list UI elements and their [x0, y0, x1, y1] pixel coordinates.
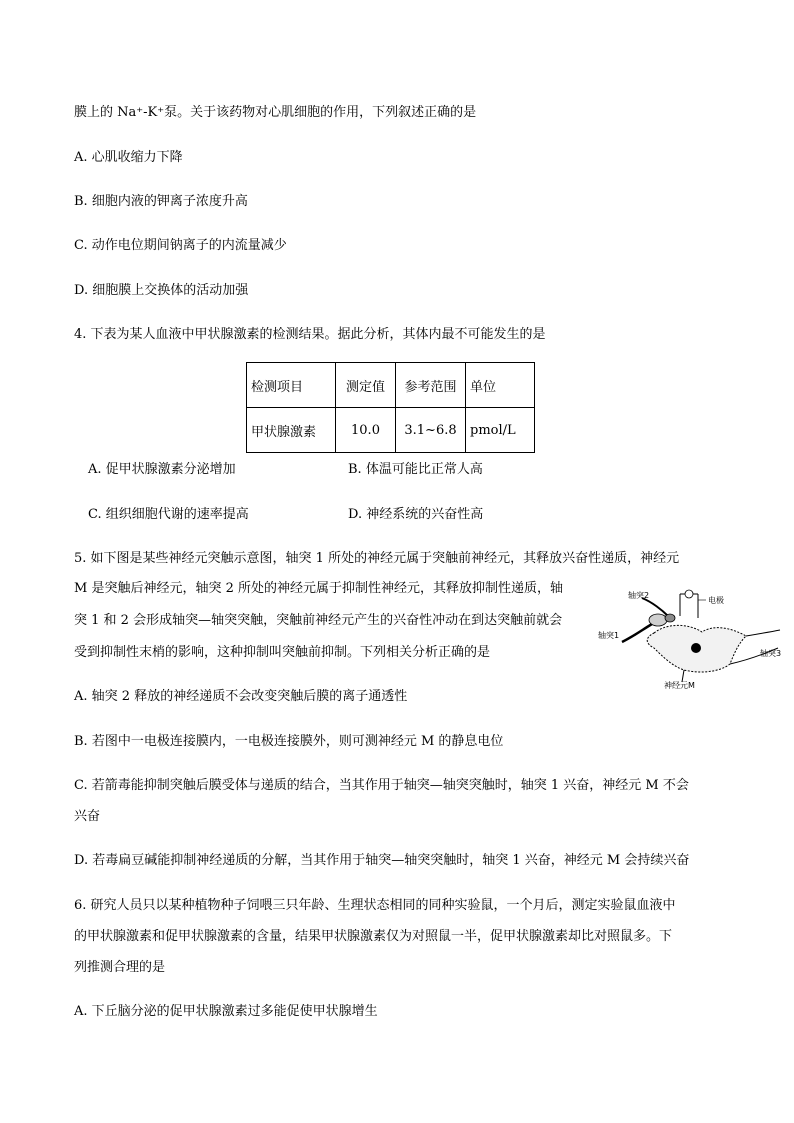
q4-option-d: D. 神经系统的兴奋性高 — [348, 507, 484, 522]
label-axon-3: 轴突3 — [760, 649, 782, 658]
table-cell: pmol/L — [466, 408, 535, 453]
question-6-stem-line: 列推测合理的是 — [74, 960, 166, 975]
dendrite-right-up — [746, 630, 780, 636]
q4-option-c: C. 组织细胞代谢的速率提高 — [88, 507, 249, 522]
nucleus-shape — [691, 643, 701, 653]
question-5-stem-line: 突 1 和 2 会形成轴突—轴突突触，突触前神经元产生的兴奋性冲动在到达突触前就会 — [74, 613, 563, 628]
q5-option-b: B. 若图中一电极连接膜内，一电极连接膜外，则可测神经元 M 的静息电位 — [74, 734, 504, 749]
axon-1-terminal — [649, 614, 667, 626]
label-neuron-m: 神经元M — [664, 681, 695, 690]
question-6-stem-line: 6. 研究人员只以某种植物种子饲喂三只年龄、生理状态相同的同种实验鼠，一个月后，测定实验鼠血液中 — [74, 898, 676, 913]
label-axon-2: 轴突2 — [628, 591, 650, 600]
label-axon-1: 轴突1 — [598, 631, 620, 640]
q3-option-a: A. 心肌收缩力下降 — [74, 150, 183, 165]
table-row — [247, 408, 535, 453]
table-header-cell: 参考范围 — [396, 363, 466, 408]
table-header-cell: 测定值 — [336, 363, 396, 408]
q5-option-a: A. 轴突 2 释放的神经递质不会改变突触后膜的离子通透性 — [74, 689, 408, 704]
q6-option-a: A. 下丘脑分泌的促甲状腺激素过多能促使甲状腺增生 — [74, 1004, 378, 1019]
q4-option-a: A. 促甲状腺激素分泌增加 — [88, 462, 236, 477]
q3-option-d: D. 细胞膜上交换体的活动加强 — [74, 283, 249, 298]
q5-option-d: D. 若毒扁豆碱能抑制神经递质的分解，当其作用于轴突—轴突突触时，轴突 1 兴奋，神经元 M 会持续兴奋 — [74, 853, 690, 868]
label-electrode: 电极 — [708, 596, 724, 605]
question-3-stem-tail: 膜上的 Na⁺-K⁺泵。关于该药物对心肌细胞的作用，下列叙述正确的是 — [74, 105, 477, 120]
q3-option-b: B. 细胞内液的钾离子浓度升高 — [74, 194, 248, 209]
neuron-synapse-figure — [598, 588, 788, 690]
q5-option-c: C. 若箭毒能抑制突触后膜受体与递质的结合，当其作用于轴突—轴突突触时，轴突 1 兴奋，神经元 M 不会 — [74, 778, 689, 793]
table-cell: 10.0 — [336, 408, 396, 453]
table-header-cell: 检测项目 — [247, 363, 336, 408]
axon-2-shape — [642, 598, 668, 616]
question-5-stem-line: 受到抑制性末梢的影响，这种抑制叫突触前抑制。下列相关分析正确的是 — [74, 645, 491, 660]
table-header-cell: 单位 — [466, 363, 535, 408]
question-5-stem-line: 5. 如下图是某些神经元突触示意图，轴突 1 所处的神经元属于突触前神经元，其释放兴奋性递质，神经元 — [74, 551, 680, 566]
question-6-stem-line: 的甲状腺激素和促甲状腺激素的含量，结果甲状腺激素仅为对照鼠一半，促甲状腺激素却比对照鼠多。下 — [74, 929, 673, 944]
table-header-row — [247, 363, 535, 408]
question-4-stem: 4. 下表为某人血液中甲状腺激素的检测结果。据此分析，其体内最不可能发生的是 — [74, 327, 546, 342]
electrode-meter — [685, 590, 693, 598]
table-cell: 甲状腺激素 — [247, 408, 336, 453]
thyroid-result-table — [246, 362, 535, 453]
q5-option-c-continued: 兴奋 — [74, 809, 101, 824]
question-5-stem-line: M 是突触后神经元，轴突 2 所处的神经元属于抑制性神经元，其释放抑制性递质，轴 — [74, 581, 563, 596]
table-cell: 3.1~6.8 — [396, 408, 466, 453]
q3-option-c: C. 动作电位期间钠离子的内流量减少 — [74, 238, 287, 253]
axon-2-terminal — [665, 614, 675, 622]
q4-option-b: B. 体温可能比正常人高 — [348, 462, 483, 477]
